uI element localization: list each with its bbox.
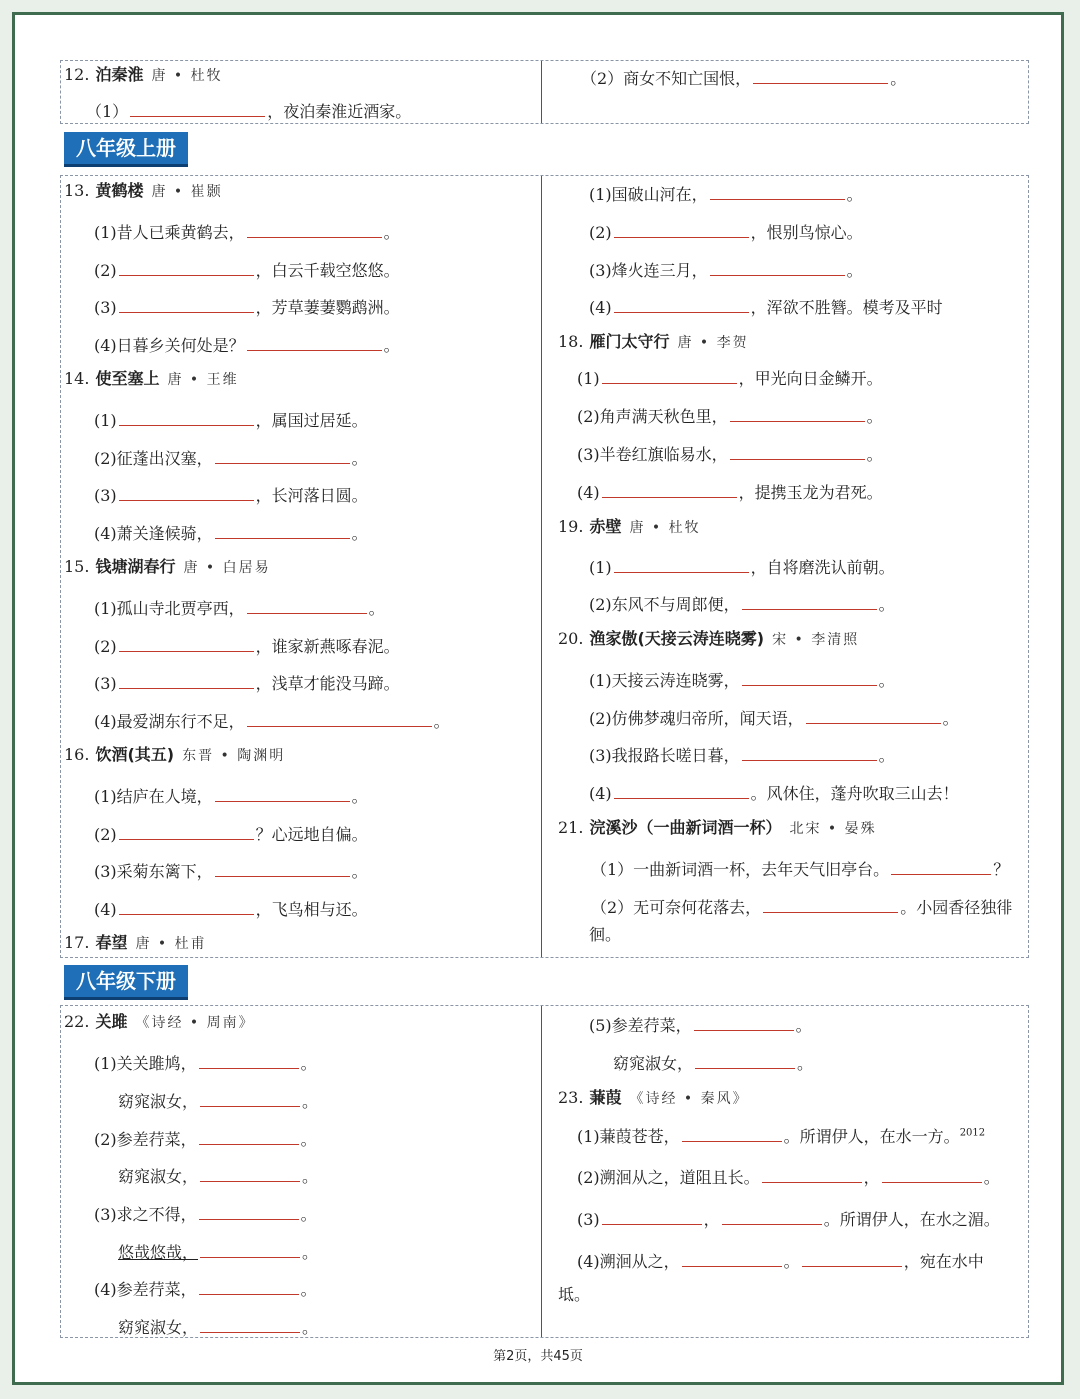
poem-23-heading: 23. 蒹葭 《诗经 • 秦风》 <box>558 1088 749 1107</box>
answer-blank[interactable] <box>694 1012 794 1031</box>
answer-blank[interactable] <box>199 1201 299 1220</box>
poem-18-line-1: (1) ，甲光向日金鳞开。 <box>577 365 883 389</box>
box-grade8-lower <box>60 1005 1029 1338</box>
poem-17-heading: 17. 春望 唐 • 杜甫 <box>64 933 207 952</box>
answer-blank[interactable] <box>199 1050 299 1069</box>
poem-13-heading: 13. 黄鹤楼 唐 • 崔颢 <box>64 181 223 200</box>
answer-blank[interactable] <box>802 1248 902 1267</box>
poem-18-line-3: (3)半卷红旗临易水， 。 <box>577 441 883 465</box>
poem-17-line-1: (1)国破山河在， 。 <box>589 181 863 205</box>
poem-20-line-4: (4) 。风休住，蓬舟吹取三山去！ <box>589 780 959 804</box>
poem-22-line-5b: 窈窕淑女， 。 <box>613 1050 813 1074</box>
poem-22-line-4: (4)参差荇菜， 。 <box>94 1276 317 1300</box>
answer-blank[interactable] <box>200 1163 300 1182</box>
answer-blank[interactable] <box>742 591 877 610</box>
answer-blank[interactable] <box>199 1126 299 1145</box>
poem-19-line-1: (1) ，自将磨洗认前朝。 <box>589 554 895 578</box>
poem-13-line-4: (4)日暮乡关何处是？ 。 <box>94 332 400 356</box>
answer-blank[interactable] <box>199 1276 299 1295</box>
answer-blank[interactable] <box>614 294 749 313</box>
column-divider <box>541 1006 542 1337</box>
answer-blank[interactable] <box>763 894 898 913</box>
poem-23-line-1: (1)蒹葭苍苍， 。所谓伊人，在水一方。$^{2012}$ <box>577 1123 985 1147</box>
poem-21-heading: 21. 浣溪沙（一曲新词酒一杯） 北宋 • 晏殊 <box>558 818 877 837</box>
answer-blank[interactable] <box>200 1239 300 1258</box>
answer-blank[interactable] <box>247 219 382 238</box>
poem-23-line-2: (2)溯洄从之，道阻且长。 ， 。 <box>577 1164 1000 1188</box>
poem-15-line-1: (1)孤山寺北贾亭西， 。 <box>94 595 385 619</box>
answer-blank[interactable] <box>710 181 845 200</box>
poem-14-line-1: (1) ，属国过居延。 <box>94 407 368 431</box>
answer-blank[interactable] <box>806 705 941 724</box>
poem-20-line-2: (2)仿佛梦魂归帝所，闻天语， 。 <box>589 705 959 729</box>
answer-blank[interactable] <box>119 482 254 501</box>
poem-15-line-3: (3) ，浅草才能没马蹄。 <box>94 670 400 694</box>
poem-12-heading: 12. 泊秦淮 唐 • 杜牧 <box>64 65 223 84</box>
answer-blank[interactable] <box>762 1164 862 1183</box>
poem-22-line-4b: 窈窕淑女， 。 <box>118 1314 318 1338</box>
poem-16-line-3: (3)采菊东篱下， 。 <box>94 858 368 882</box>
poem-15-line-4: (4)最爱湖东行不足， 。 <box>94 708 450 732</box>
answer-blank[interactable] <box>215 783 350 802</box>
poem-23-line-4-cont: 坻。 <box>558 1285 591 1304</box>
answer-blank[interactable] <box>722 1206 822 1225</box>
worksheet-page <box>12 12 1064 1385</box>
answer-blank[interactable] <box>602 479 737 498</box>
poem-23-line-3: (3) ， 。所谓伊人，在水之湄。 <box>577 1206 1000 1230</box>
answer-blank[interactable] <box>215 520 350 539</box>
answer-blank[interactable] <box>119 821 254 840</box>
poem-23-line-4: (4)溯洄从之， 。 ，宛在水中 <box>577 1248 984 1272</box>
answer-blank[interactable] <box>247 332 382 351</box>
poem-22-line-1: (1)关关雎鸠， 。 <box>94 1050 317 1074</box>
poem-22-line-1b: 窈窕淑女， 。 <box>118 1088 318 1112</box>
section-banner-grade8-lower: 八年级下册 <box>64 965 188 1000</box>
poem-12-line-1: （1） ，夜泊秦淮近酒家。 <box>86 98 411 122</box>
answer-blank[interactable] <box>614 554 749 573</box>
answer-blank[interactable] <box>130 98 265 117</box>
answer-blank[interactable] <box>602 365 737 384</box>
answer-blank[interactable] <box>215 445 350 464</box>
answer-blank[interactable] <box>119 294 254 313</box>
poem-13-line-1: (1)昔人已乘黄鹤去， 。 <box>94 219 400 243</box>
poem-16-heading: 16. 饮酒(其五) 东晋 • 陶渊明 <box>64 745 286 764</box>
poem-22-line-3b: 悠哉悠哉， 。 <box>118 1239 318 1263</box>
poem-17-line-4: (4) ，浑欲不胜簪。模考及平时 <box>589 294 943 318</box>
poem-13-line-3: (3) ，芳草萋萋鹦鹉洲。 <box>94 294 400 318</box>
answer-blank[interactable] <box>753 65 888 84</box>
poem-22-line-2: (2)参差荇菜， 。 <box>94 1126 317 1150</box>
poem-14-heading: 14. 使至塞上 唐 • 王维 <box>64 369 239 388</box>
poem-22-line-3: (3)求之不得， 。 <box>94 1201 317 1225</box>
answer-blank[interactable] <box>247 595 367 614</box>
answer-blank[interactable] <box>119 407 254 426</box>
poem-14-line-4: (4)萧关逢候骑， 。 <box>94 520 368 544</box>
box-grade8-upper <box>60 175 1029 958</box>
poem-15-heading: 15. 钱塘湖春行 唐 • 白居易 <box>64 557 271 576</box>
answer-blank[interactable] <box>247 708 432 727</box>
answer-blank[interactable] <box>682 1123 782 1142</box>
poem-15-line-2: (2) ，谁家新燕啄春泥。 <box>94 633 400 657</box>
poem-17-line-2: (2) ，恨别鸟惊心。 <box>589 219 863 243</box>
answer-blank[interactable] <box>742 742 877 761</box>
answer-blank[interactable] <box>200 1088 300 1107</box>
poem-14-line-2: (2)征蓬出汉塞， 。 <box>94 445 368 469</box>
poem-16-line-1: (1)结庐在人境， 。 <box>94 783 368 807</box>
answer-blank[interactable] <box>119 257 254 276</box>
answer-blank[interactable] <box>730 441 865 460</box>
answer-blank[interactable] <box>695 1050 795 1069</box>
answer-blank[interactable] <box>730 403 865 422</box>
poem-20-heading: 20. 渔家傲(天接云涛连晓雾) 宋 • 李清照 <box>558 629 860 648</box>
poem-20-line-1: (1)天接云涛连晓雾， 。 <box>589 667 895 691</box>
poem-21-line-1: （1）一曲新词酒一杯，去年天气旧亭台。 ？ <box>591 856 1009 880</box>
answer-blank[interactable] <box>119 633 254 652</box>
poem-21-line-2-cont: 徊。 <box>589 925 622 944</box>
poem-18-line-2: (2)角声满天秋色里， 。 <box>577 403 883 427</box>
answer-blank[interactable] <box>215 858 350 877</box>
poem-18-heading: 18. 雁门太守行 唐 • 李贺 <box>558 332 749 351</box>
answer-blank[interactable] <box>710 257 845 276</box>
poem-22-heading: 22. 关雎 《诗经 • 周南》 <box>64 1012 255 1031</box>
answer-blank[interactable] <box>614 780 749 799</box>
answer-blank[interactable] <box>682 1248 782 1267</box>
poem-20-line-3: (3)我报路长嗟日暮， 。 <box>589 742 895 766</box>
answer-blank[interactable] <box>614 219 749 238</box>
answer-blank[interactable] <box>200 1314 300 1333</box>
column-divider <box>541 61 542 123</box>
answer-blank[interactable] <box>602 1206 702 1225</box>
poem-12-line-2: （2）商女不知亡国恨， 。 <box>581 65 906 89</box>
poem-19-line-2: (2)东风不与周郎便， 。 <box>589 591 895 615</box>
poem-21-line-2: （2）无可奈何花落去， 。小园香径独徘 <box>591 894 1012 918</box>
poem-22-line-5: (5)参差荇菜， 。 <box>589 1012 812 1036</box>
answer-blank[interactable] <box>119 896 254 915</box>
poem-22-line-2b: 窈窕淑女， 。 <box>118 1163 318 1187</box>
poem-18-line-4: (4) ，提携玉龙为君死。 <box>577 479 883 503</box>
answer-blank[interactable] <box>119 670 254 689</box>
column-divider <box>541 176 542 957</box>
poem-17-line-3: (3)烽火连三月， 。 <box>589 257 863 281</box>
section-banner-grade8-upper: 八年级上册 <box>64 132 188 167</box>
box-poem-12 <box>60 60 1029 124</box>
poem-19-heading: 19. 赤壁 唐 • 杜牧 <box>558 517 701 536</box>
poem-14-line-3: (3) ，长河落日圆。 <box>94 482 368 506</box>
poem-16-line-4: (4) ，飞鸟相与还。 <box>94 896 368 920</box>
poem-13-line-2: (2) ，白云千载空悠悠。 <box>94 257 400 281</box>
answer-blank[interactable] <box>882 1164 982 1183</box>
page-footer: 第2页，共45页 <box>493 1349 583 1364</box>
answer-blank[interactable] <box>891 856 991 875</box>
answer-blank[interactable] <box>742 667 877 686</box>
poem-16-line-2: (2) ？心远地自偏。 <box>94 821 368 845</box>
